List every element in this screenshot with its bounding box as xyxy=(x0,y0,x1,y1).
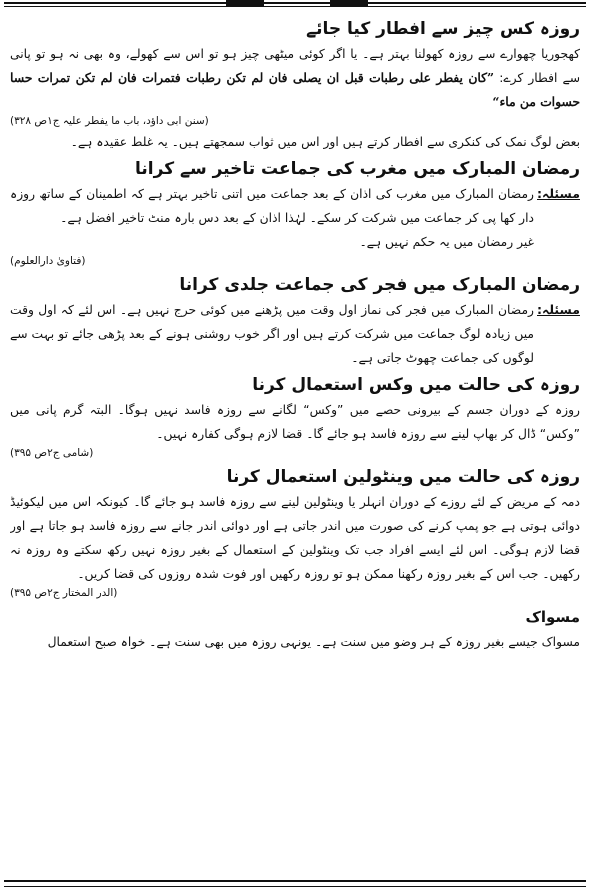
body-text: غیر رمضان میں یہ حکم نہیں ہے۔ xyxy=(359,235,534,249)
document-page xyxy=(10,14,580,876)
section-heading: مسواک xyxy=(525,608,580,626)
section-heading: روزہ کی حالت میں وکس استعمال کرنا xyxy=(252,375,580,395)
section-heading: روزہ کس چیز سے افطار کیا جائے xyxy=(306,19,580,39)
top-border-rule-thin xyxy=(4,6,586,7)
reference-citation: (الدر المختار ج۲ص ۳۹۵) xyxy=(10,587,118,599)
section-iftar xyxy=(10,16,580,154)
masala-block xyxy=(10,182,580,270)
masala-label: مسئلہ: xyxy=(537,186,580,201)
section-maghrib-delay xyxy=(10,156,580,270)
top-border-rule xyxy=(4,2,586,4)
arabic-hadith: ”کان یفطر علی رطبات قبل ان یصلی فان لم تکن رطبات فتمرات فان لم تکن تمرات حسا حسوات من ماء“ xyxy=(10,70,580,109)
section-heading: رمضان المبارک میں فجر کی جماعت جلدی کرانا xyxy=(179,275,580,295)
masala-block xyxy=(10,298,580,370)
section-heading: روزہ کی حالت میں وینٹولین استعمال کرنا xyxy=(226,467,580,487)
reference-citation: (سنن ابی داؤد، باب ما یفطر علیہ ج۱ص ۳۲۸) xyxy=(10,115,209,127)
header-tab-mark xyxy=(330,0,368,6)
section-heading: رمضان المبارک میں مغرب کی جماعت تاخیر سے کرانا xyxy=(135,159,580,179)
body-text: بعض لوگ نمک کی کنکری سے افطار کرتے ہیں اور اس میں ثواب سمجھتے ہیں۔ یہ غلط عقیدہ ہے۔ xyxy=(70,135,580,149)
bottom-border-rule xyxy=(4,880,586,882)
body-text xyxy=(10,42,580,114)
section-vicks xyxy=(10,372,580,462)
section-ventolin xyxy=(10,464,580,602)
bottom-border-rule-thin xyxy=(4,886,586,887)
body-text: مسواک جیسے بغیر روزہ کے ہر وضو میں سنت ہے۔ یونہی روزہ میں بھی سنت ہے۔ خواہ صبح استعمال xyxy=(47,635,580,649)
section-miswak xyxy=(10,604,580,654)
section-fajr-early xyxy=(10,272,580,370)
body-text-part: کھجوریا چھوارے سے روزہ کھولنا بہتر ہے۔ یا اگر کوئی میٹھی چیز ہو تو اس سے کھولے، وہ بھی نہ ہو تو پانی سے افطار کرے: xyxy=(10,47,580,85)
header-tab-mark xyxy=(226,0,264,6)
body-text: رمضان المبارک میں فجر کی نماز اول وقت میں پڑھنے میں کوئی حرج نہیں ہے۔ اس لئے کہ اول وقت میں زیادہ لوگ جماعت میں شرکت کرتے ہیں اور اگر خوب روشنی ہونے کے بعد پڑھی جائے تو بہت سے لوگوں کی جماعت چھوٹ جاتی ہے۔ xyxy=(10,303,534,365)
body-text: رمضان المبارک میں مغرب کی اذان کے بعد جماعت میں اتنی تاخیر بہتر ہے کہ اطمینان کے ساتھ روزہ دار کھا پی کر جماعت میں شرکت کر سکے۔ لہٰذا اذان کے بعد دس بارہ منٹ تاخیر افضل ہے۔ xyxy=(10,187,534,225)
reference-citation: (شامی ج۲ص ۳۹۵) xyxy=(10,447,94,459)
body-text: روزہ کے دوران جسم کے بیرونی حصے میں ”وکس“ لگانے سے روزہ فاسد نہیں ہوگا۔ البتہ گرم پانی میں ”وکس“ ڈال کر بھاپ لینے سے روزہ فاسد ہو جائے گا۔ قضا لازم ہوگی کفارہ نہیں۔ xyxy=(10,403,580,441)
masala-label: مسئلہ: xyxy=(537,302,580,317)
reference-citation: (فتاویٰ دارالعلوم) xyxy=(10,255,86,267)
body-text: دمہ کے مریض کے لئے روزے کے دوران انہلر یا وینٹولین لینے سے روزہ فاسد ہو جائے گا۔ کیونکہ اس میں لیکوئیڈ دوائی ہوتی ہے جو پمپ کرنے کی صورت میں اندر جاتی ہے اور دوائی اندر جانے سے روزہ فاسد ہو جاتا ہے اور قضا لازم ہوگی۔ اس لئے ایسے افراد جب تک وینٹولین کے استعمال کے بغیر روزہ نہیں رکھ سکتے وہ روزہ نہ رکھیں۔ جب اس کے بغیر روزہ رکھنا ممکن ہو تو روزہ رکھیں اور فوت شدہ روزوں کی قضا کریں۔ xyxy=(10,495,580,581)
